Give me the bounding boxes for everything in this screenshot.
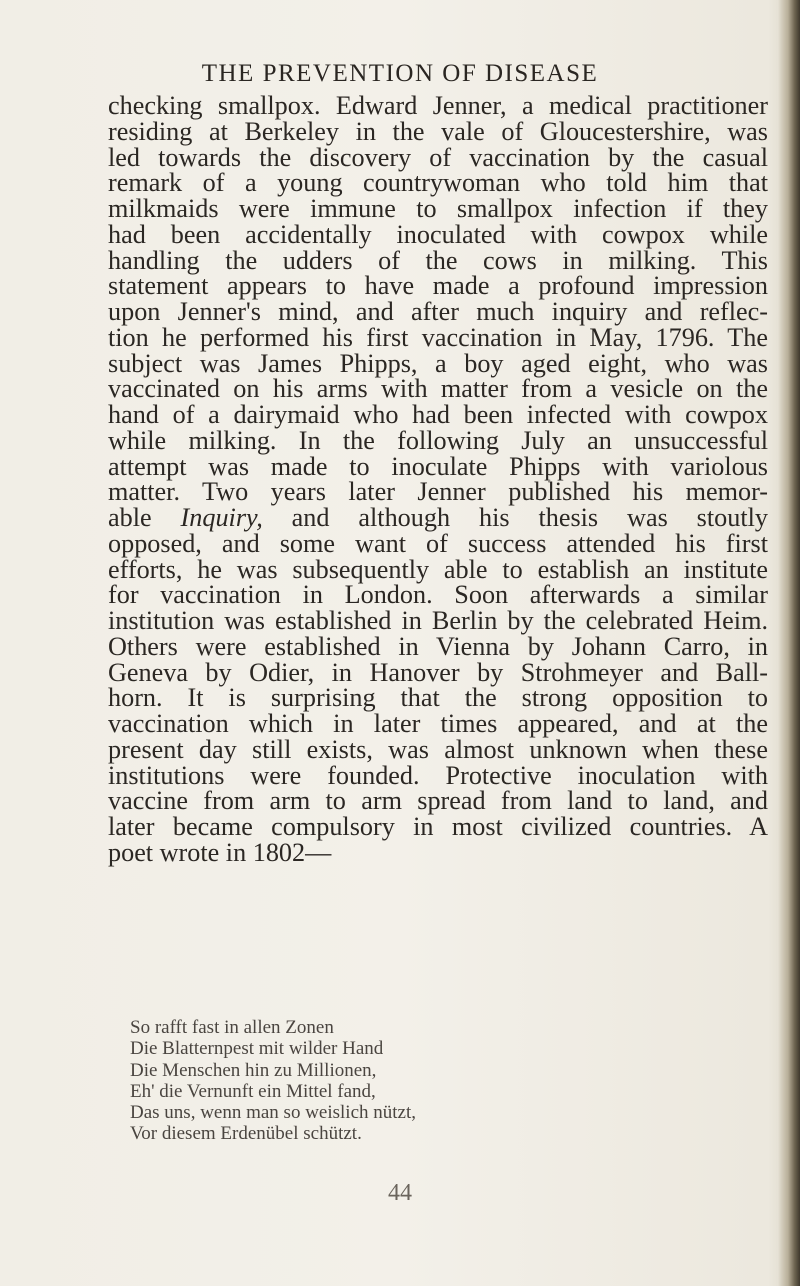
text-line: upon Jenner's mind, and after much inquiry and reflec- (108, 297, 768, 326)
text-line-with-italic (108, 505, 768, 531)
text-line: poet wrote in 1802— (108, 837, 332, 867)
text-line: for vaccination in London. Soon afterwards a similar (108, 580, 768, 610)
text-line: opposed, and some want of success attended his first (108, 528, 768, 558)
text-line: hand of a dairymaid who had been infected with cowpox (108, 400, 768, 429)
text-line: checking smallpox. Edward Jenner, a medical practitioner (108, 91, 768, 120)
text-segment: able (108, 503, 181, 532)
body-paragraph (108, 93, 768, 866)
text-line: statement appears to have made a profound impression (108, 271, 768, 301)
text-line: vaccine from arm to arm spread from land to land, and (108, 786, 768, 816)
text-line: Geneva by Odier, in Hanover by Strohmeyer and Ball- (108, 657, 768, 687)
text-line: had been accidentally inoculated with cowpox while (108, 219, 768, 249)
poem-quotation (130, 1017, 690, 1145)
poem-line: Das uns, wenn man so weislich nützt, (130, 1102, 417, 1124)
text-line: vaccination which in later times appeared, and at the (108, 709, 768, 738)
text-line: attempt was made to inoculate Phipps with variolous (108, 451, 768, 481)
text-line: present day still exists, was almost unknown when these (108, 734, 768, 764)
text-line: Others were established in Vienna by Johann Carro, in (108, 631, 768, 661)
text-line: efforts, he was subsequently able to establish an institute (108, 554, 768, 584)
page-number: 44 (388, 1180, 412, 1206)
text-line: institutions were founded. Protective inoculation with (108, 760, 768, 790)
text-line: residing at Berkeley in the vale of Gloucestershire, was (108, 116, 768, 146)
text-line: handling the udders of the cows in milking. This (108, 245, 768, 275)
text-segment: and although his thesis was stoutly (262, 503, 768, 532)
poem-line: Die Blatternpest mit wilder Hand (130, 1038, 384, 1060)
text-line: subject was James Phipps, a boy aged eight, who was (108, 348, 768, 378)
poem-line: Die Menschen hin zu Millionen, (130, 1059, 377, 1081)
text-line: milkmaids were immune to smallpox infection if they (108, 194, 768, 223)
text-line: institution was established in Berlin by the celebrated Heim. (108, 606, 768, 635)
text-line: while milking. In the following July an unsuccessful (108, 425, 768, 455)
text-line: vaccinated on his arms with matter from a vesicle on the (108, 374, 768, 404)
inquiry-title: Inquiry, (180, 503, 263, 532)
poem-line: Vor diesem Erdenübel schützt. (130, 1123, 362, 1145)
running-head: THE PREVENTION OF DISEASE (201, 60, 599, 87)
text-line: tion he performed his first vaccination in May, 1796. The (108, 322, 768, 352)
poem-line: So rafft fast in allen Zonen (130, 1017, 334, 1038)
text-line: later became compulsory in most civilized countries. A (108, 812, 768, 841)
text-line: horn. It is surprising that the strong opposition to (108, 683, 768, 713)
text-line: remark of a young countrywoman who told him that (108, 168, 768, 198)
poem-line: Eh' die Vernunft ein Mittel fand, (130, 1080, 376, 1102)
page-binding-edge (778, 0, 800, 1286)
text-line: led towards the discovery of vaccination by the casual (108, 142, 768, 172)
text-line: matter. Two years later Jenner published his memor- (108, 477, 768, 507)
